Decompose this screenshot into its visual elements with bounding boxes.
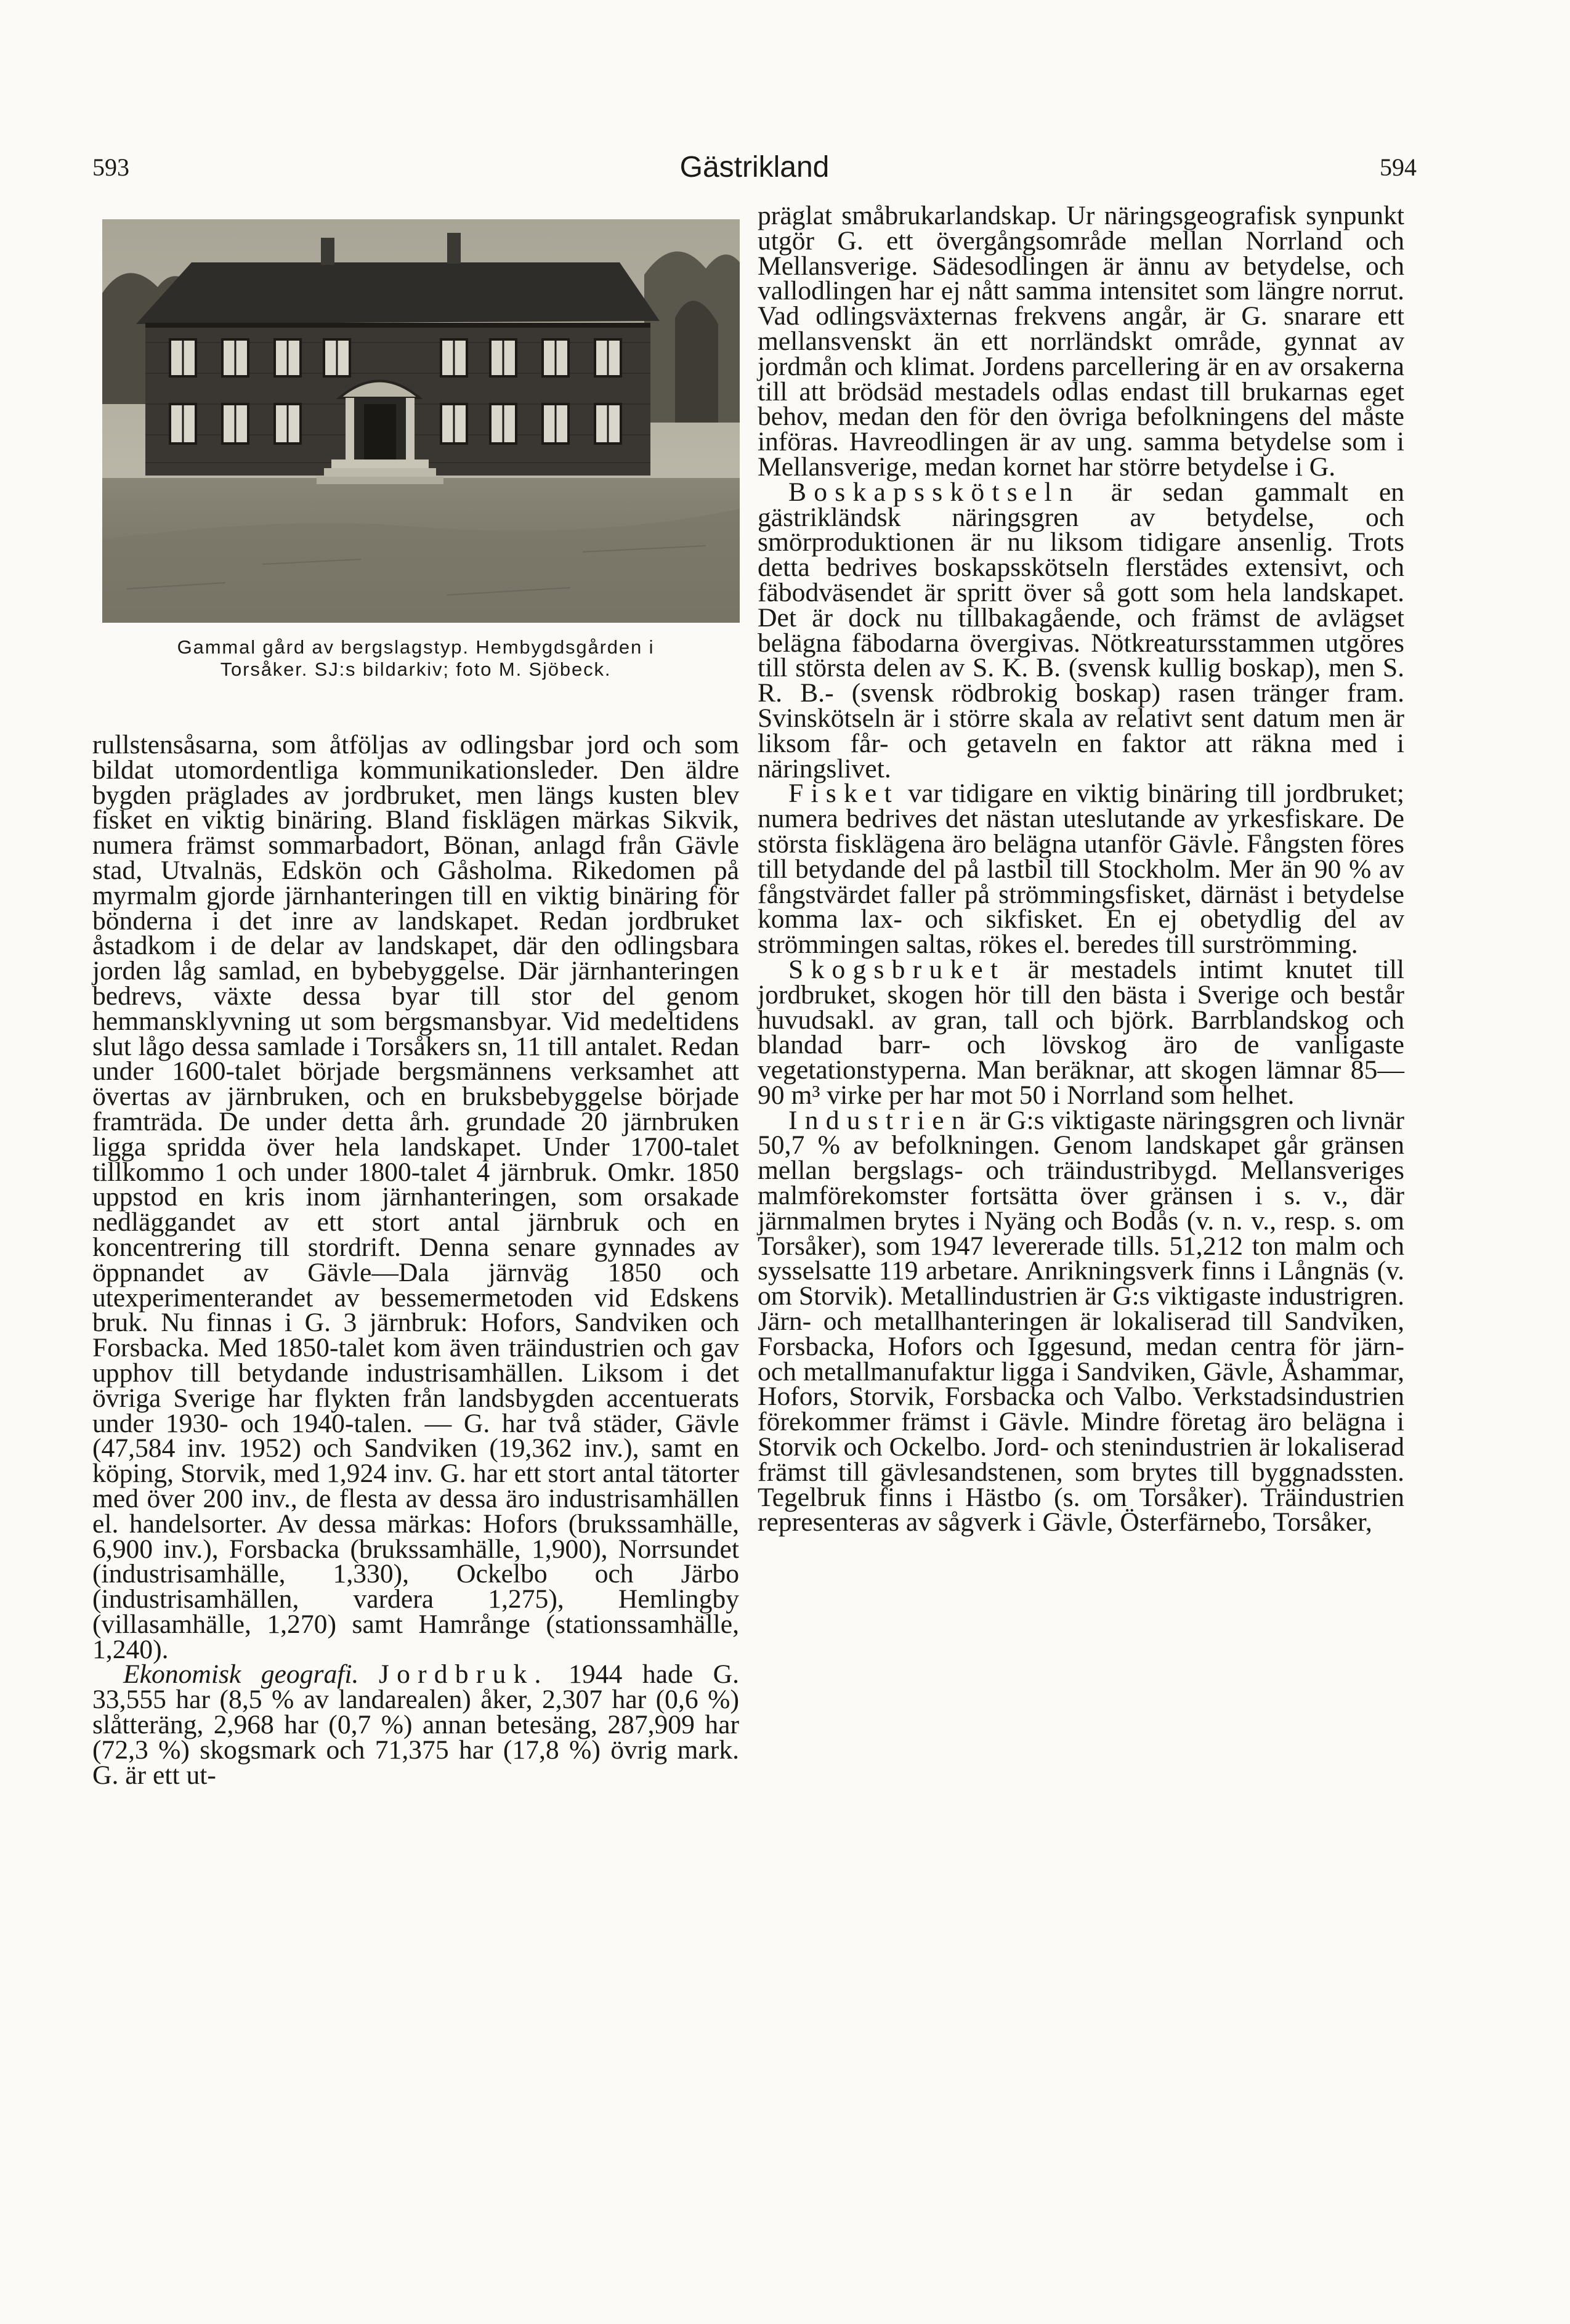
left-paragraph-2	[92, 1659, 739, 1790]
section-heading-ekonomisk-geografi: Ekonomisk geografi.	[123, 1659, 359, 1690]
right-paragraph-2-text: är sedan gammalt en gästrikländsk näringsgren av betydelse, och smörproduktionen är nu liksom tidigare ansenlig. Trots detta bedrives boskapsskötseln flerstädes extensivt, och fäbodväsendet är spritt över så gott som hela landskapet. Det är dock nu tillbakagående, och främst de avlägset belägna fäbodarna övergivas. Nötkreatursstammen utgöres till största delen av S. K. B. (svensk kullig boskap), men S. R. B.- (svensk rödbrokig boskap) rasen tränger fram. Svinskötseln är i större skala av relativt sent datum men är liksom får- och getaveln en faktor att räkna med i näringslivet.	[758, 477, 1404, 783]
page-number-left: 593	[92, 153, 129, 181]
right-paragraph-3	[758, 779, 1404, 960]
right-paragraph-4-text: är mestadels intimt knutet till jordbruket, skogen hör till den bästa i Sverige och består huvudsakl. av gran, tall och björk. Barrblandskog och blandad barr- och lövskog äro de vanligaste vegetationstyperna. Man beräknar, att skogen lämnar 85—90 m³ virke per har mot 50 i Norrland som helhet.	[758, 954, 1404, 1110]
farmhouse-photo	[102, 219, 740, 623]
section-heading-boskapsskotseln: Boskapsskötseln	[788, 477, 1080, 507]
section-heading-skogsbruket: Skogsbruket	[788, 954, 1006, 984]
running-title: Gästrikland	[679, 151, 830, 184]
section-heading-fisket: Fisket	[788, 779, 899, 809]
page-header	[92, 153, 1417, 190]
section-heading-jordbruk: Jordbruk.	[378, 1659, 549, 1690]
right-paragraph-1: präglat småbrukarlandskap. Ur näringsgeografisk synpunkt utgör G. ett övergångsområde mellan Norrland och Mellansverige. Sädesodlingen är ännu av betydelse, och vallodlingen har ej nått samma intensitet som längre norrut. Vad odlingsväxternas frekvens angår, är G. snarare ett mellansvenskt än ett norrländskt område, gynnat av jordmån och klimat. Jordens parcellering är en av orsakerna till att brödsäd mestadels odlas endast till brukarnas eget behov, medan den för den övriga befolkningens del måste införas. Havreodlingen är av ung. samma betydelse som i Mellansverige, medan kornet har större betydelse i G.	[758, 201, 1404, 482]
right-paragraph-5-text: är G:s viktigaste näringsgren och livnär 50,7 % av befolkningen. Genom landskapet går gränsen mellan bergslags- och träindustribygd. Mellansveriges malmförekomster fortsätta över gränsen i s. v., där järnmalmen brytes i Nyäng och Bodås (v. n. v., resp. s. om Torsåker), som 1947 levererade tills. 51,212 ton malm och sysselsatte 119 arbetare. Anrikningsverk finns i Långnäs (v. om Storvik). Metallindustrien är G:s viktigaste industrigren. Järn- och metallhanteringen är lokaliserad till Sandviken, Forsbacka, Hofors och Iggesund, medan centra för järn- och metallmanufaktur ligga i Sandviken, Gävle, Åshammar, Hofors, Storvik, Forsbacka och Valbo. Verkstadsindustrien förekommer främst i Gävle. Mindre företag äro belägna i Storvik och Ockelbo. Jord- och stenindustrien är lokaliserad främst till gävlesandstenen, som brytes till byggnadssten. Tegelbruk finns i Hästbo (s. om Torsåker). Träindustrien representeras av sågverk i Gävle, Österfärnebo, Torsåker,	[758, 1105, 1404, 1537]
caption-line-1: Gammal gård av bergslagstyp. Hembygdsgården i	[177, 636, 655, 658]
page-number-right: 594	[1380, 153, 1417, 181]
section-heading-industrien: Industrien	[788, 1105, 973, 1135]
figure-caption	[92, 636, 739, 681]
right-column	[758, 203, 1404, 1535]
right-paragraph-2	[758, 477, 1404, 783]
right-paragraph-4	[758, 954, 1404, 1110]
left-column	[92, 203, 739, 1788]
caption-line-2: Torsåker. SJ:s bildarkiv; foto M. Sjöbeck.	[220, 658, 612, 680]
left-paragraph-1: rullstensåsarna, som åtföljas av odlingsbar jord och som bildat utomordentliga kommunikationsleder. Den äldre bygden präglades av jordbruket, men längs kusten blev fisket en viktig binäring. Bland fisklägen märkas Sikvik, numera främst sommarbadort, Bönan, anlagd från Gävle stad, Utvalnäs, Edskön och Gåsholma. Rikedomen på myrmalm gjorde järnhanteringen till en viktig binäring för bönderna i det inre av landskapet. Redan jordbruket åstadkom i de delar av landskapet, där den odlingsbara jorden låg samlad, en bybebyggelse. Där järnhanteringen bedrevs, växte dessa byar till stor del genom hemmansklyvning ut som bergsmansbyar. Vid medeltidens slut lågo dessa samlade i Torsåkers sn, 11 till antalet. Redan under 1600-talet började bergsmännens verksamhet att övertas av järnbruken, och en bruksbebyggelse började framträda. De under detta årh. grundade 20 järnbruken ligga spridda över hela landskapet. Under 1700-talet tillkommo 1 och under 1800-talet 4 järnbruk. Omkr. 1850 uppstod en kris inom järnhanteringen, som orsakade nedläggandet av ett stort antal järnbruk och en koncentrering till stordrift. Denna senare gynnades av öppnandet av Gävle—Dala järnväg 1850 och utexperimenterandet av bessemermetoden vid Edskens bruk. Nu finnas i G. 3 järnbruk: Hofors, Sandviken och Forsbacka. Med 1850-talet kom även träindustrien och gav upphov till betydande industrisamhällen. Liksom i det övriga Sverige har flykten från landsbygden accentuerats under 1930- och 1940-talen. — G. har två städer, Gävle (47,584 inv. 1952) och Sandviken (19,362 inv.), samt en köping, Storvik, med 1,924 inv. G. har ett stort antal tätorter med över 200 inv., de flesta av dessa äro industrisamhällen el. handelsorter. Av dessa märkas: Hofors (brukssamhälle, 6,900 inv.), Forsbacka (brukssamhälle, 1,900), Norrsundet (industrisamhälle, 1,330), Ockelbo och Järbo (industrisamhällen, vardera 1,275), Hemlingby (villasamhälle, 1,270) samt Hamrånge (stationssamhälle, 1,240).	[92, 730, 739, 1664]
left-paragraph-2-text: 1944 hade G. 33,555 har (8,5 % av landarealen) åker, 2,307 har (0,6 %) slåtteräng, 2,968 har (0,7 %) annan betesäng, 287,909 har (72,3 %) skogsmark och 71,375 har (17,8 %) övrig mark. G. är ett ut-	[92, 1659, 739, 1790]
farmhouse-photo-drawing	[102, 219, 740, 623]
right-paragraph-3-text: var tidigare en viktig binäring till jordbruket; numera bedrives det nästan uteslutande av yrkesfiskare. De största fisklägena äro belägna utanför Gävle. Fångsten föres till betydande del på lastbil till Stockholm. Mer än 90 % av fångstvärdet faller på strömmingsfisket, därnäst i betydelse komma lax- och sikfisket. En ej obetydlig del av strömmingen saltas, rökes el. beredes till surströmming.	[758, 779, 1404, 960]
right-paragraph-5	[758, 1105, 1404, 1537]
